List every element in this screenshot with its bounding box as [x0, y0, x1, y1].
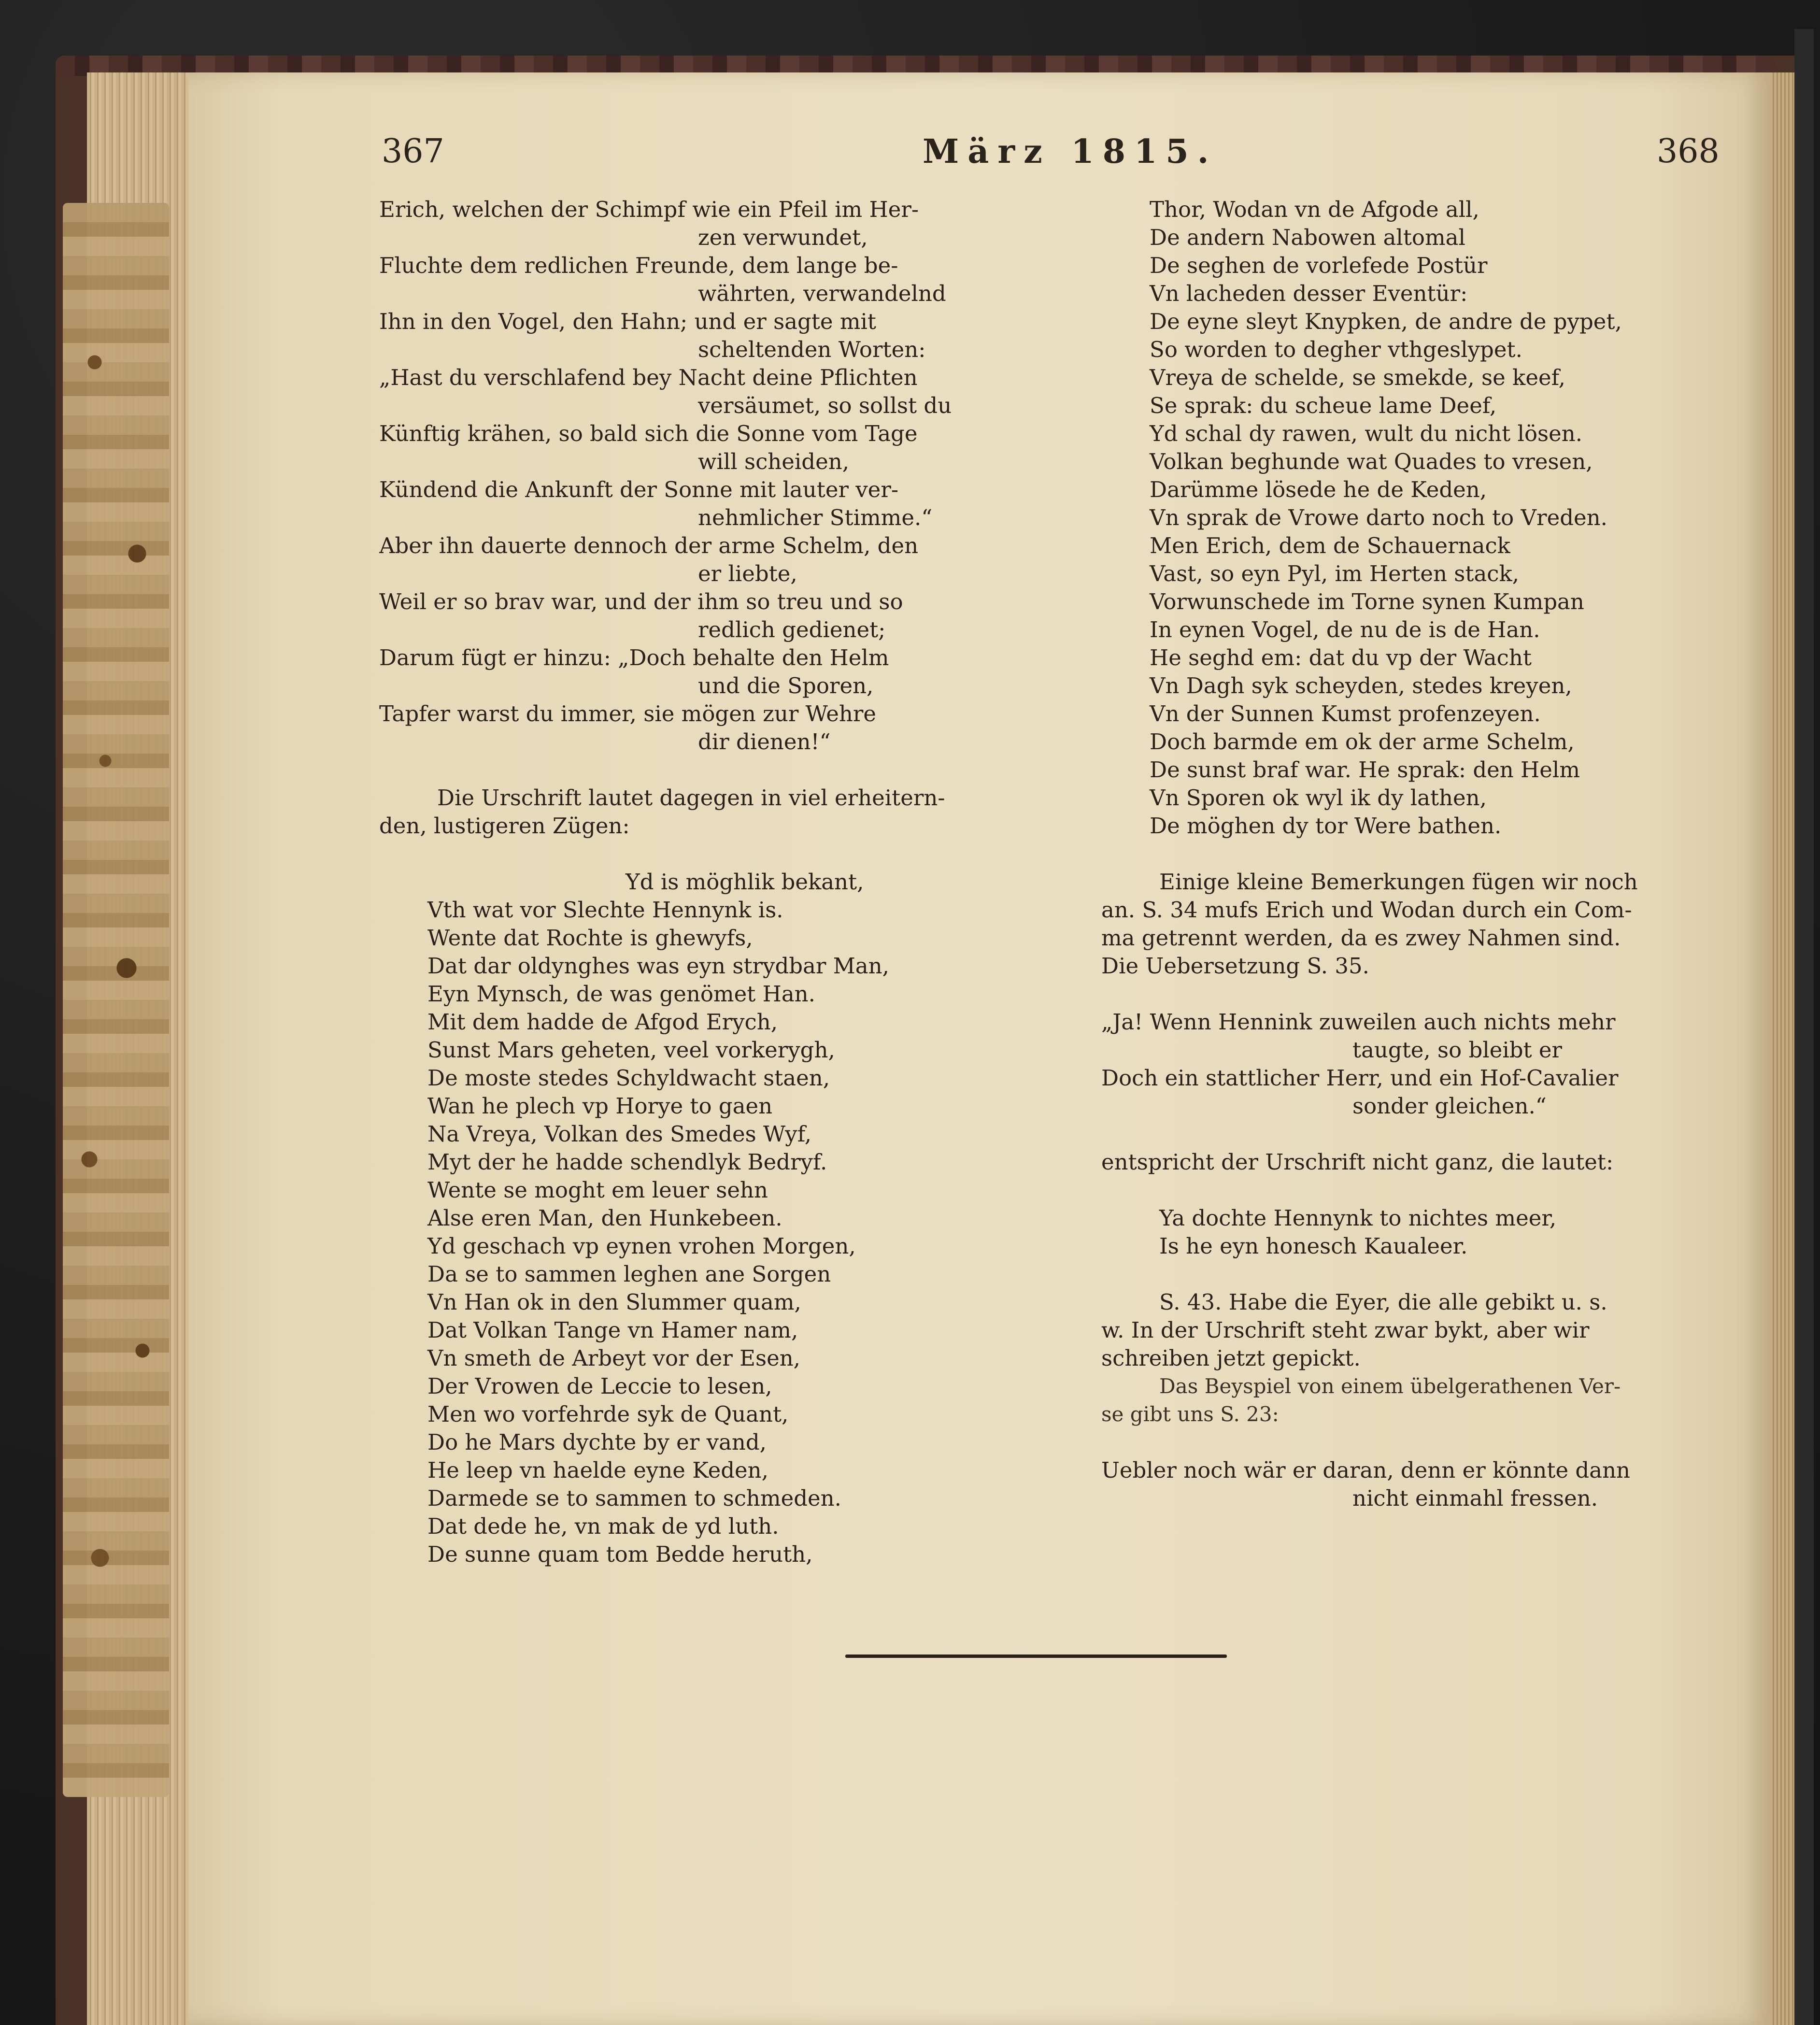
- text-line: „Hast du verschlafend bey Nacht deine Pflichten: [379, 365, 918, 390]
- text-line: versäumet, so sollst du: [698, 393, 952, 418]
- verse-line: Vn sprak de Vrowe darto noch to Vreden.: [1150, 505, 1607, 530]
- verse-line: Men Erich, dem de Schauernack: [1150, 533, 1510, 558]
- verse-line: De sunne quam tom Bedde heruth,: [427, 1541, 813, 1567]
- verse-line: Alse eren Man, den Hunkebeen.: [427, 1205, 782, 1231]
- text-line: währten, verwandelnd: [698, 281, 946, 306]
- right-margin-strip: [1794, 29, 1814, 2025]
- text-line: schreiben jetzt gepickt.: [1101, 1345, 1361, 1371]
- text-line: Aber ihn dauerte dennoch der arme Schelm, den: [379, 533, 919, 558]
- verse-line: Wente se moght em leuer sehn: [427, 1177, 768, 1203]
- verse-line: Darümme lösede he de Keden,: [1150, 477, 1487, 502]
- text-line: Erich, welchen der Schimpf wie ein Pfeil im Her-: [379, 197, 919, 222]
- verse-line: Ya dochte Hennynk to nichtes meer,: [1159, 1205, 1557, 1231]
- verse-line: Volkan beghunde wat Quades to vresen,: [1150, 449, 1593, 474]
- verse-line: Vreya de schelde, se smekde, se keef,: [1150, 365, 1565, 390]
- verse-line: Vth wat vor Slechte Hennynk is.: [427, 897, 783, 923]
- text-line: Kündend die Ankunft der Sonne mit lauter ver-: [379, 477, 899, 502]
- text-line: zen verwundet,: [698, 225, 868, 250]
- verse-line: Yd is möghlik bekant,: [626, 869, 864, 895]
- text-line: und die Sporen,: [698, 673, 874, 699]
- text-line: redlich gedienet;: [698, 617, 886, 642]
- verse-line: Mit dem hadde de Afgod Erych,: [427, 1009, 778, 1035]
- verse-line: Dat dar oldynghes was eyn strydbar Man,: [427, 953, 889, 979]
- verse-line: Vn Sporen ok wyl ik dy lathen,: [1150, 785, 1487, 811]
- verse-line: Vn Han ok in den Slummer quam,: [427, 1289, 801, 1315]
- verse-line: Doch barmde em ok der arme Schelm,: [1150, 729, 1575, 755]
- text-line: nehmlicher Stimme.“: [698, 505, 933, 530]
- verse-line: De andern Nabowen altomal: [1150, 225, 1465, 250]
- text-line: Weil er so brav war, und der ihm so treu und so: [379, 589, 903, 614]
- quote-line: sonder gleichen.“: [1352, 1093, 1547, 1119]
- verse-line: De sunst braf war. He sprak: den Helm: [1150, 757, 1580, 783]
- foxed-page-edge: [63, 203, 169, 1797]
- text-line: an. S. 34 mufs Erich und Wodan durch ein Com-: [1101, 897, 1632, 923]
- text-line: Die Urschrift lautet dagegen in viel erheitern-: [437, 785, 945, 811]
- verse-line: Darmede se to sammen to schmeden.: [427, 1485, 841, 1511]
- verse-line: Da se to sammen leghen ane Sorgen: [427, 1261, 831, 1287]
- verse-line: De moste stedes Schyldwacht staen,: [427, 1065, 830, 1091]
- page-number-right: 368: [1657, 132, 1720, 171]
- text-line: se gibt uns S. 23:: [1101, 1402, 1279, 1426]
- text-line: Uebler noch wär er daran, denn er könnte dann: [1101, 1457, 1631, 1483]
- text-line: dir dienen!“: [698, 729, 831, 755]
- verse-line: He leep vn haelde eyne Keden,: [427, 1457, 768, 1483]
- right-column: [1101, 196, 1695, 1512]
- verse-line: Wan he plech vp Horye to gaen: [427, 1093, 773, 1119]
- verse-line: Vn lacheden desser Eventür:: [1150, 281, 1468, 306]
- text-line: w. In der Urschrift steht zwar bykt, aber wir: [1101, 1317, 1590, 1343]
- text-line: ma getrennt werden, da es zwey Nahmen sind.: [1101, 925, 1621, 951]
- verse-line: In eynen Vogel, de nu de is de Han.: [1150, 617, 1540, 642]
- text-line: scheltenden Worten:: [698, 337, 926, 362]
- verse-line: Do he Mars dychte by er vand,: [427, 1429, 767, 1455]
- closing-rule: [845, 1654, 1227, 1658]
- text-line: er liebte,: [698, 561, 797, 586]
- verse-line: Men wo vorfehrde syk de Quant,: [427, 1401, 789, 1427]
- verse-line: Yd schal dy rawen, wult du nicht lösen.: [1150, 421, 1583, 446]
- verse-line: Sunst Mars geheten, veel vorkerygh,: [427, 1037, 835, 1063]
- verse-line: Vn der Sunnen Kumst profenzeyen.: [1150, 701, 1541, 727]
- text-line: Tapfer warst du immer, sie mögen zur Wehre: [379, 701, 876, 727]
- verse-line: Se sprak: du scheue lame Deef,: [1150, 393, 1497, 418]
- verse-line: Vn Dagh syk scheyden, stedes kreyen,: [1150, 673, 1572, 699]
- text-line: Einige kleine Bemerkungen fügen wir noch: [1159, 869, 1638, 895]
- verse-line: Yd geschach vp eynen vrohen Morgen,: [427, 1233, 856, 1259]
- verse-line: Dat dede he, vn mak de yd luth.: [427, 1513, 779, 1539]
- verse-line: Vast, so eyn Pyl, im Herten stack,: [1150, 561, 1520, 586]
- verse-line: Vn smeth de Arbeyt vor der Esen,: [427, 1345, 800, 1371]
- verse-line: Myt der he hadde schendlyk Bedryf.: [427, 1149, 827, 1175]
- text-line: den, lustigeren Zügen:: [379, 813, 630, 839]
- verse-line: Dat Volkan Tange vn Hamer nam,: [427, 1317, 798, 1343]
- verse-line: De eyne sleyt Knypken, de andre de pypet,: [1150, 309, 1622, 334]
- verse-line: Eyn Mynsch, de was genömet Han.: [427, 981, 815, 1007]
- verse-line: He seghd em: dat du vp der Wacht: [1150, 645, 1532, 670]
- running-title: März 1815.: [923, 132, 1218, 171]
- verse-line: De möghen dy tor Were bathen.: [1150, 813, 1502, 839]
- verse-line: Vorwunschede im Torne synen Kumpan: [1150, 589, 1584, 614]
- verse-line: Der Vrowen de Leccie to lesen,: [427, 1373, 772, 1399]
- text-line: Ihn in den Vogel, den Hahn; und er sagte mit: [379, 309, 876, 334]
- left-column: [379, 196, 1031, 1569]
- text-line: Fluchte dem redlichen Freunde, dem lange be-: [379, 253, 898, 278]
- quote-line: taugte, so bleibt er: [1352, 1037, 1563, 1063]
- quote-line: „Ja! Wenn Hennink zuweilen auch nichts mehr: [1101, 1009, 1616, 1035]
- text-line: Darum fügt er hinzu: „Doch behalte den Helm: [379, 645, 889, 670]
- text-line: will scheiden,: [698, 449, 850, 474]
- verse-line: Na Vreya, Volkan des Smedes Wyf,: [427, 1121, 812, 1147]
- verse-line: De seghen de vorlefede Postür: [1150, 253, 1488, 278]
- verse-line: So worden to degher vthgeslypet.: [1150, 337, 1522, 362]
- text-line: Künftig krähen, so bald sich die Sonne vom Tage: [379, 421, 918, 446]
- text-line: entspricht der Urschrift nicht ganz, die lautet:: [1101, 1149, 1614, 1175]
- page-number-left: 367: [382, 132, 444, 171]
- text-line: S. 43. Habe die Eyer, die alle gebikt u. s.: [1159, 1289, 1607, 1315]
- text-line: Die Uebersetzung S. 35.: [1101, 953, 1369, 979]
- text-line: Das Beyspiel von einem übelgerathenen Ver-: [1159, 1374, 1621, 1398]
- quote-line: Doch ein stattlicher Herr, und ein Hof-Cavalier: [1101, 1065, 1619, 1091]
- text-line: nicht einmahl fressen.: [1352, 1485, 1598, 1511]
- verse-line: Wente dat Rochte is ghewyfs,: [427, 925, 753, 951]
- verse-line: Thor, Wodan vn de Afgode all,: [1150, 197, 1479, 222]
- verse-line: Is he eyn honesch Kaualeer.: [1159, 1233, 1468, 1259]
